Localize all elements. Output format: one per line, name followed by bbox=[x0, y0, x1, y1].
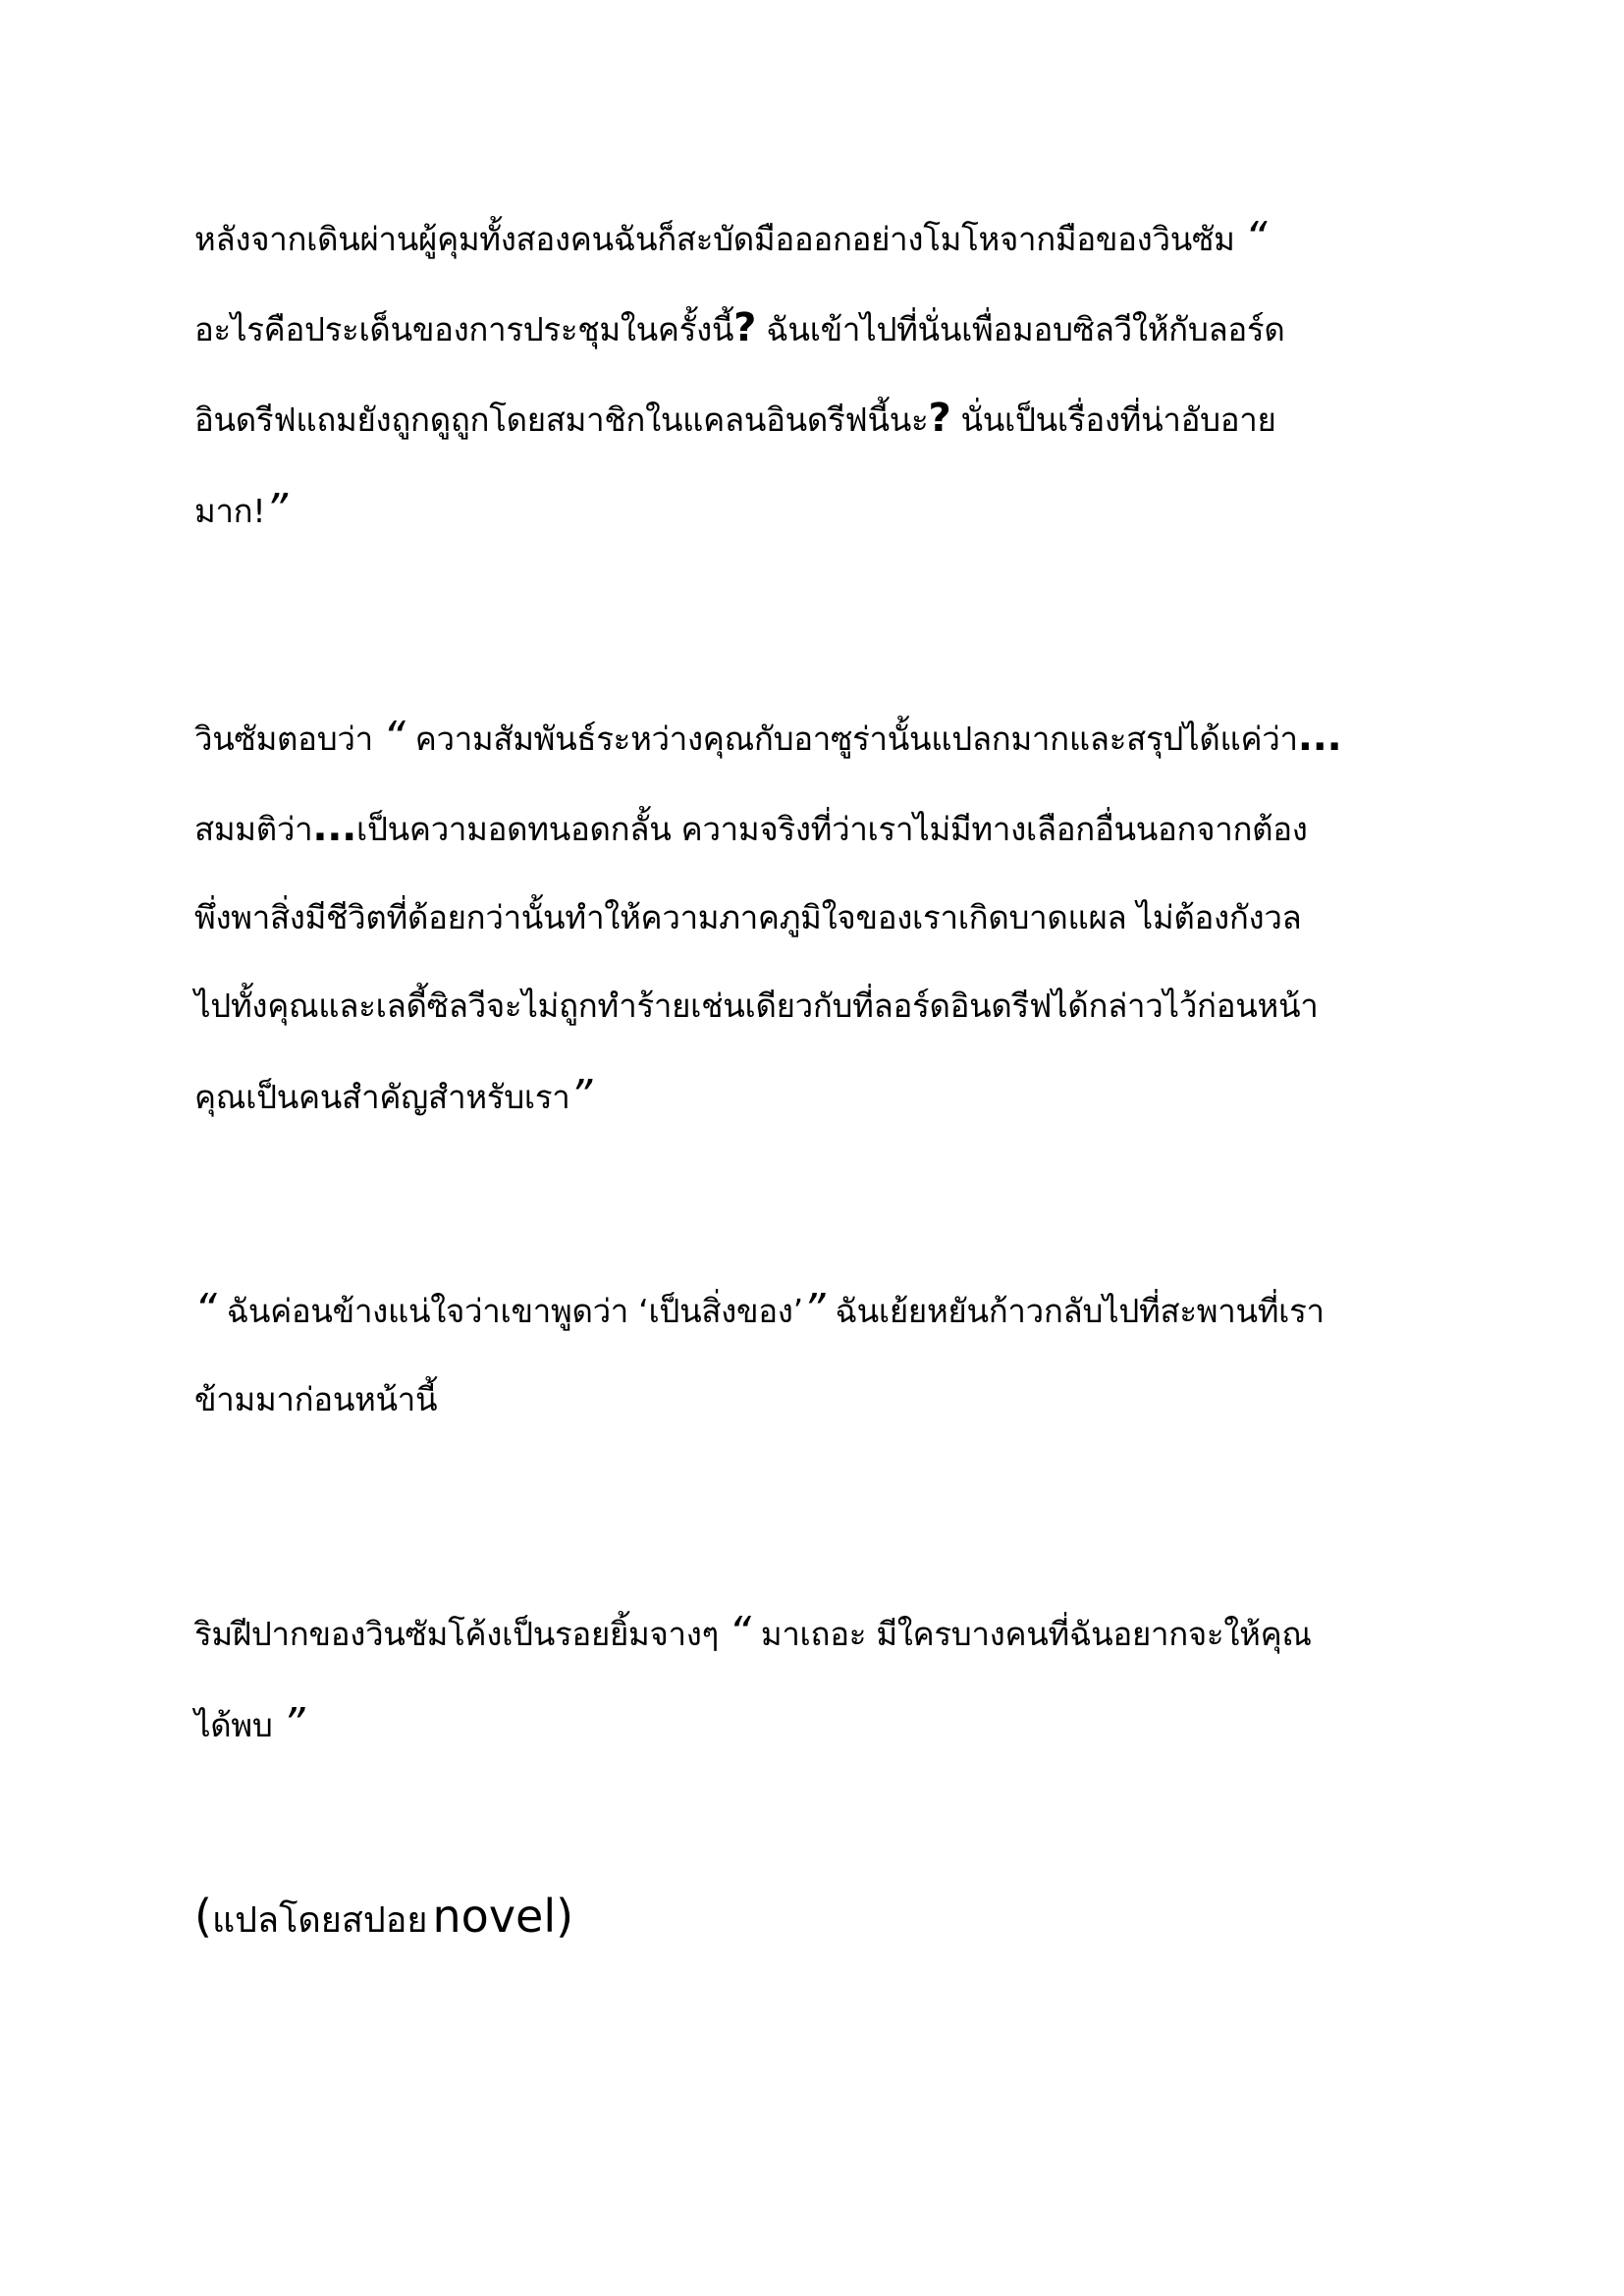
text-line: สมมติว่า...เป็นความอดทนอดกลั้น ความจริงที่ว่าเราไม่มีทางเลือกอื่นนอกจากต้อง bbox=[194, 805, 1308, 850]
text-line: “ ฉันค่อนข้างแน่ใจว่าเขาพูดว่า ‘เป็นสิ่งของ’” ฉันเย้ยหยันก้าวกลับไปที่สะพานที่เรา bbox=[194, 1285, 1325, 1335]
credit-open-paren: ( bbox=[194, 1890, 212, 1943]
paragraph-1 bbox=[194, 192, 1441, 556]
text-line: ได้พบ ” bbox=[194, 1699, 305, 1749]
text-line: วินซัมตอบว่า “ ความสัมพันธ์ระหว่างคุณกับอาซูร่านั้นแปลกมากและสรุปได้แค่ว่า... bbox=[194, 713, 1342, 763]
paragraph-3 bbox=[194, 1264, 1441, 1444]
text-line: หลังจากเดินผ่านผู้คุมทั้งสองคนฉันก็สะบัดมือออกอย่างโมโหจากมือของวินซัม “ bbox=[194, 213, 1268, 263]
paragraph-4 bbox=[194, 1587, 1441, 1770]
paragraph-2 bbox=[194, 692, 1441, 1142]
text-line: ริมฝีปากของวินซัมโค้งเป็นรอยยิ้มจางๆ “ มาเถอะ มีใครบางคนที่ฉันอยากจะให้คุณ bbox=[194, 1608, 1312, 1658]
credit-latin-text: novel bbox=[432, 1890, 557, 1943]
text-line: ข้ามมาก่อนหน้านี้ bbox=[194, 1380, 438, 1418]
text-line: คุณเป็นคนสำคัญสำหรับเรา” bbox=[194, 1071, 593, 1121]
credit-thai-text: แปลโดยสปอย bbox=[211, 1900, 428, 1941]
text-line: พึ่งพาสิ่งมีชีวิตที่ด้อยกว่านั้นทำให้ความภาคภูมิใจของเราเกิดบาดแผล ไม่ต้องกังวล bbox=[194, 898, 1302, 936]
credit-close-paren: ) bbox=[556, 1890, 574, 1943]
text-line: ไปทั้งคุณและเลดี้ซิลวีจะไม่ถูกทำร้ายเช่นเดียวกับที่ลอร์ดอินดรีฟได้กล่าวไว้ก่อนหน้า bbox=[194, 987, 1319, 1025]
translator-credit bbox=[194, 1890, 573, 1948]
text-line: อะไรคือประเด็นของการประชุมในครั้งนี้? ฉันเข้าไปที่นั่นเพื่อมอบซิลวีให้กับลอร์ด bbox=[194, 305, 1285, 350]
text-line: อินดรีฟแถมยังถูกดูถูกโดยสมาชิกในแคลนอินดรีฟนี้นะ? นั่นเป็นเรื่องที่น่าอับอาย bbox=[194, 396, 1276, 441]
text-line: มาก!” bbox=[194, 485, 288, 535]
